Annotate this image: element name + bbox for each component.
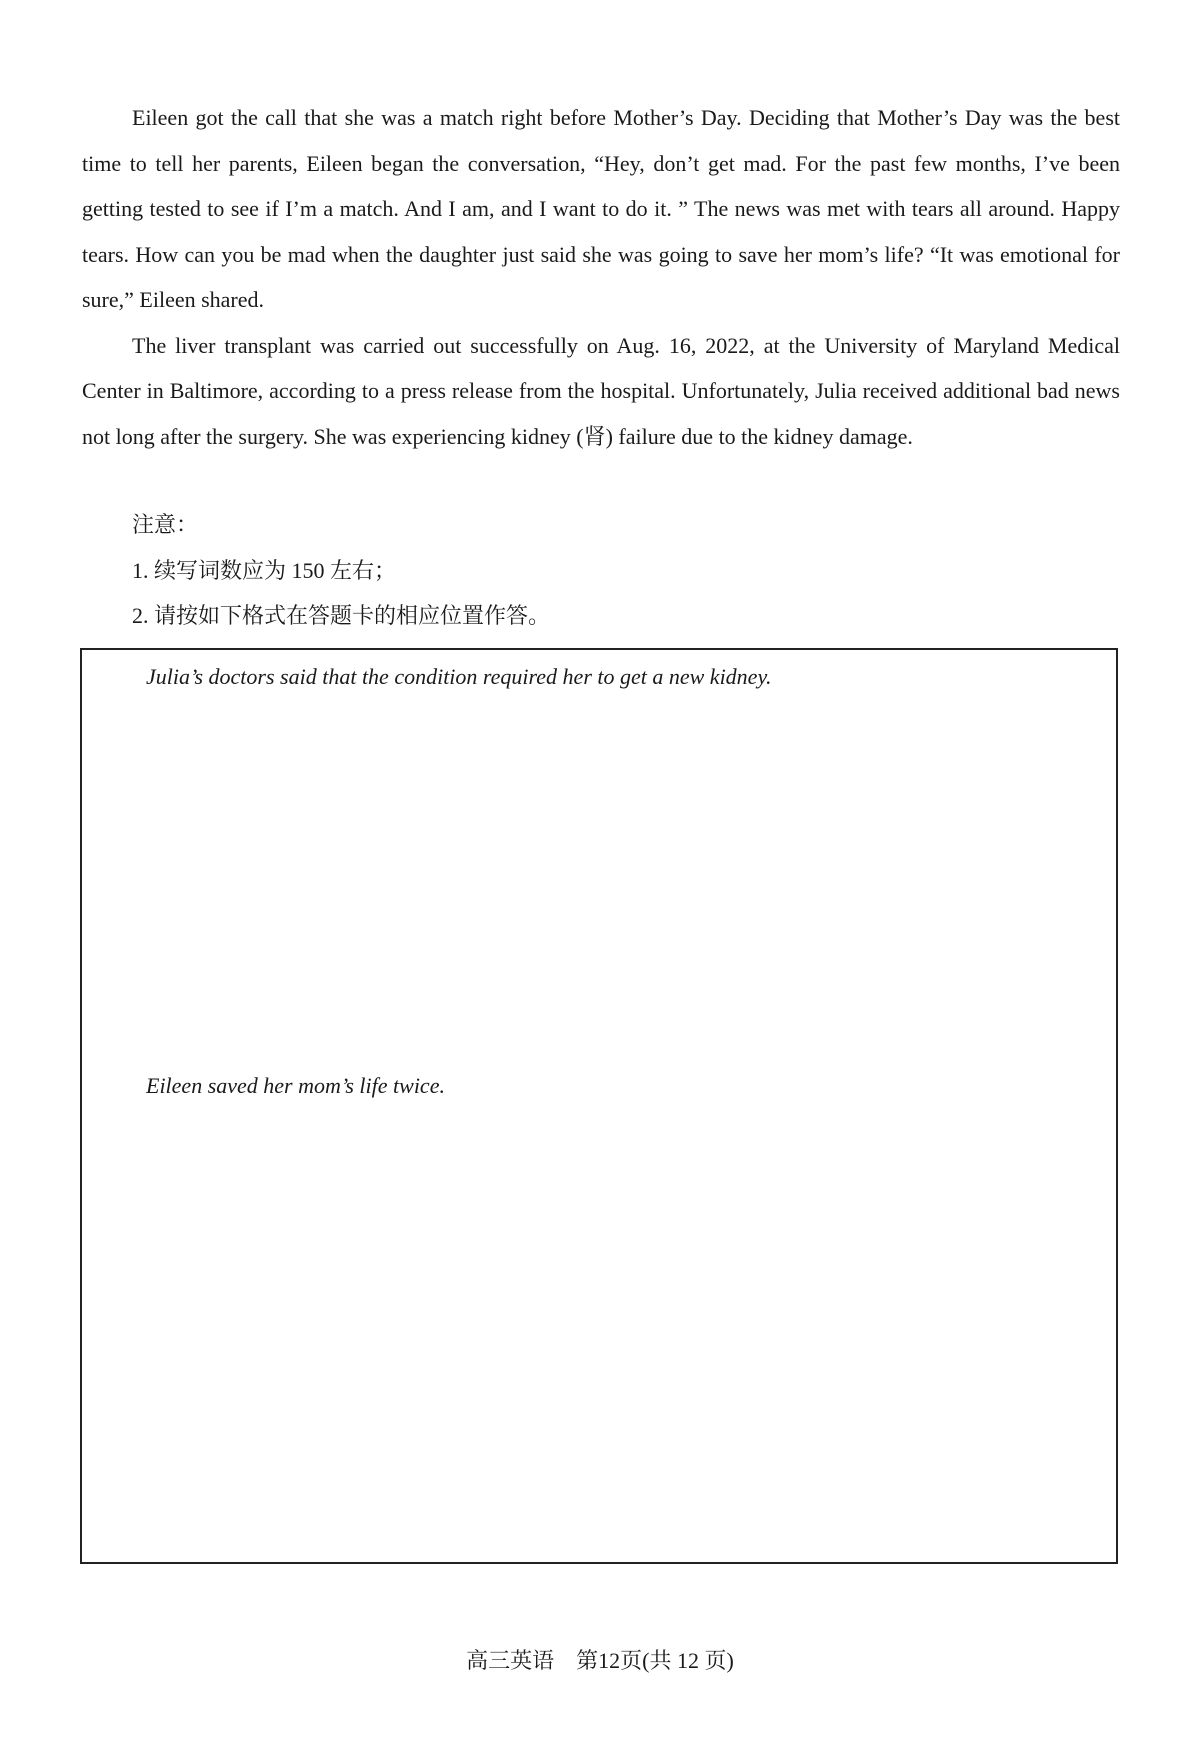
continuation-prompt-2: Eileen saved her mom’s life twice. bbox=[146, 1073, 445, 1098]
instructions bbox=[132, 502, 550, 639]
passage-paragraph-1: Eileen got the call that she was a match right before Mother’s Day. Deciding that Mother’s Day was the best time to tell her parents, Eileen began the conversation, “Hey, don’t get mad. For the past few months, I’ve been getting tested to see if I’m a match. And I am, and I want to do it. ” The news was met with tears all around. Happy tears. How can you be mad when the daughter just said she was going to save her mom’s life? “It was emotional for sure,” Eileen shared. bbox=[82, 105, 1120, 312]
page-footer: 高三英语 第12页(共 12 页) bbox=[466, 1648, 734, 1673]
instruction-item-word-count: 1. 续写词数应为 150 左右； bbox=[132, 557, 397, 583]
instructions-heading: 注意： bbox=[132, 512, 199, 537]
instruction-item-format: 2. 请按如下格式在答题卡的相应位置作答。 bbox=[132, 603, 551, 628]
continuation-prompt-1: Julia’s doctors said that the condition required her to get a new kidney. bbox=[146, 664, 772, 689]
reading-passage bbox=[82, 95, 1120, 459]
answer-box[interactable] bbox=[80, 648, 1118, 1564]
passage-paragraph-2: The liver transplant was carried out successfully on Aug. 16, 2022, at the University of Maryland Medical Center in Baltimore, according to a press release from the hospital. Unfortunately, Julia received additional bad news not long after the surgery. She was experiencing kidney (肾) failure due to the kidney damage. bbox=[82, 332, 1120, 449]
